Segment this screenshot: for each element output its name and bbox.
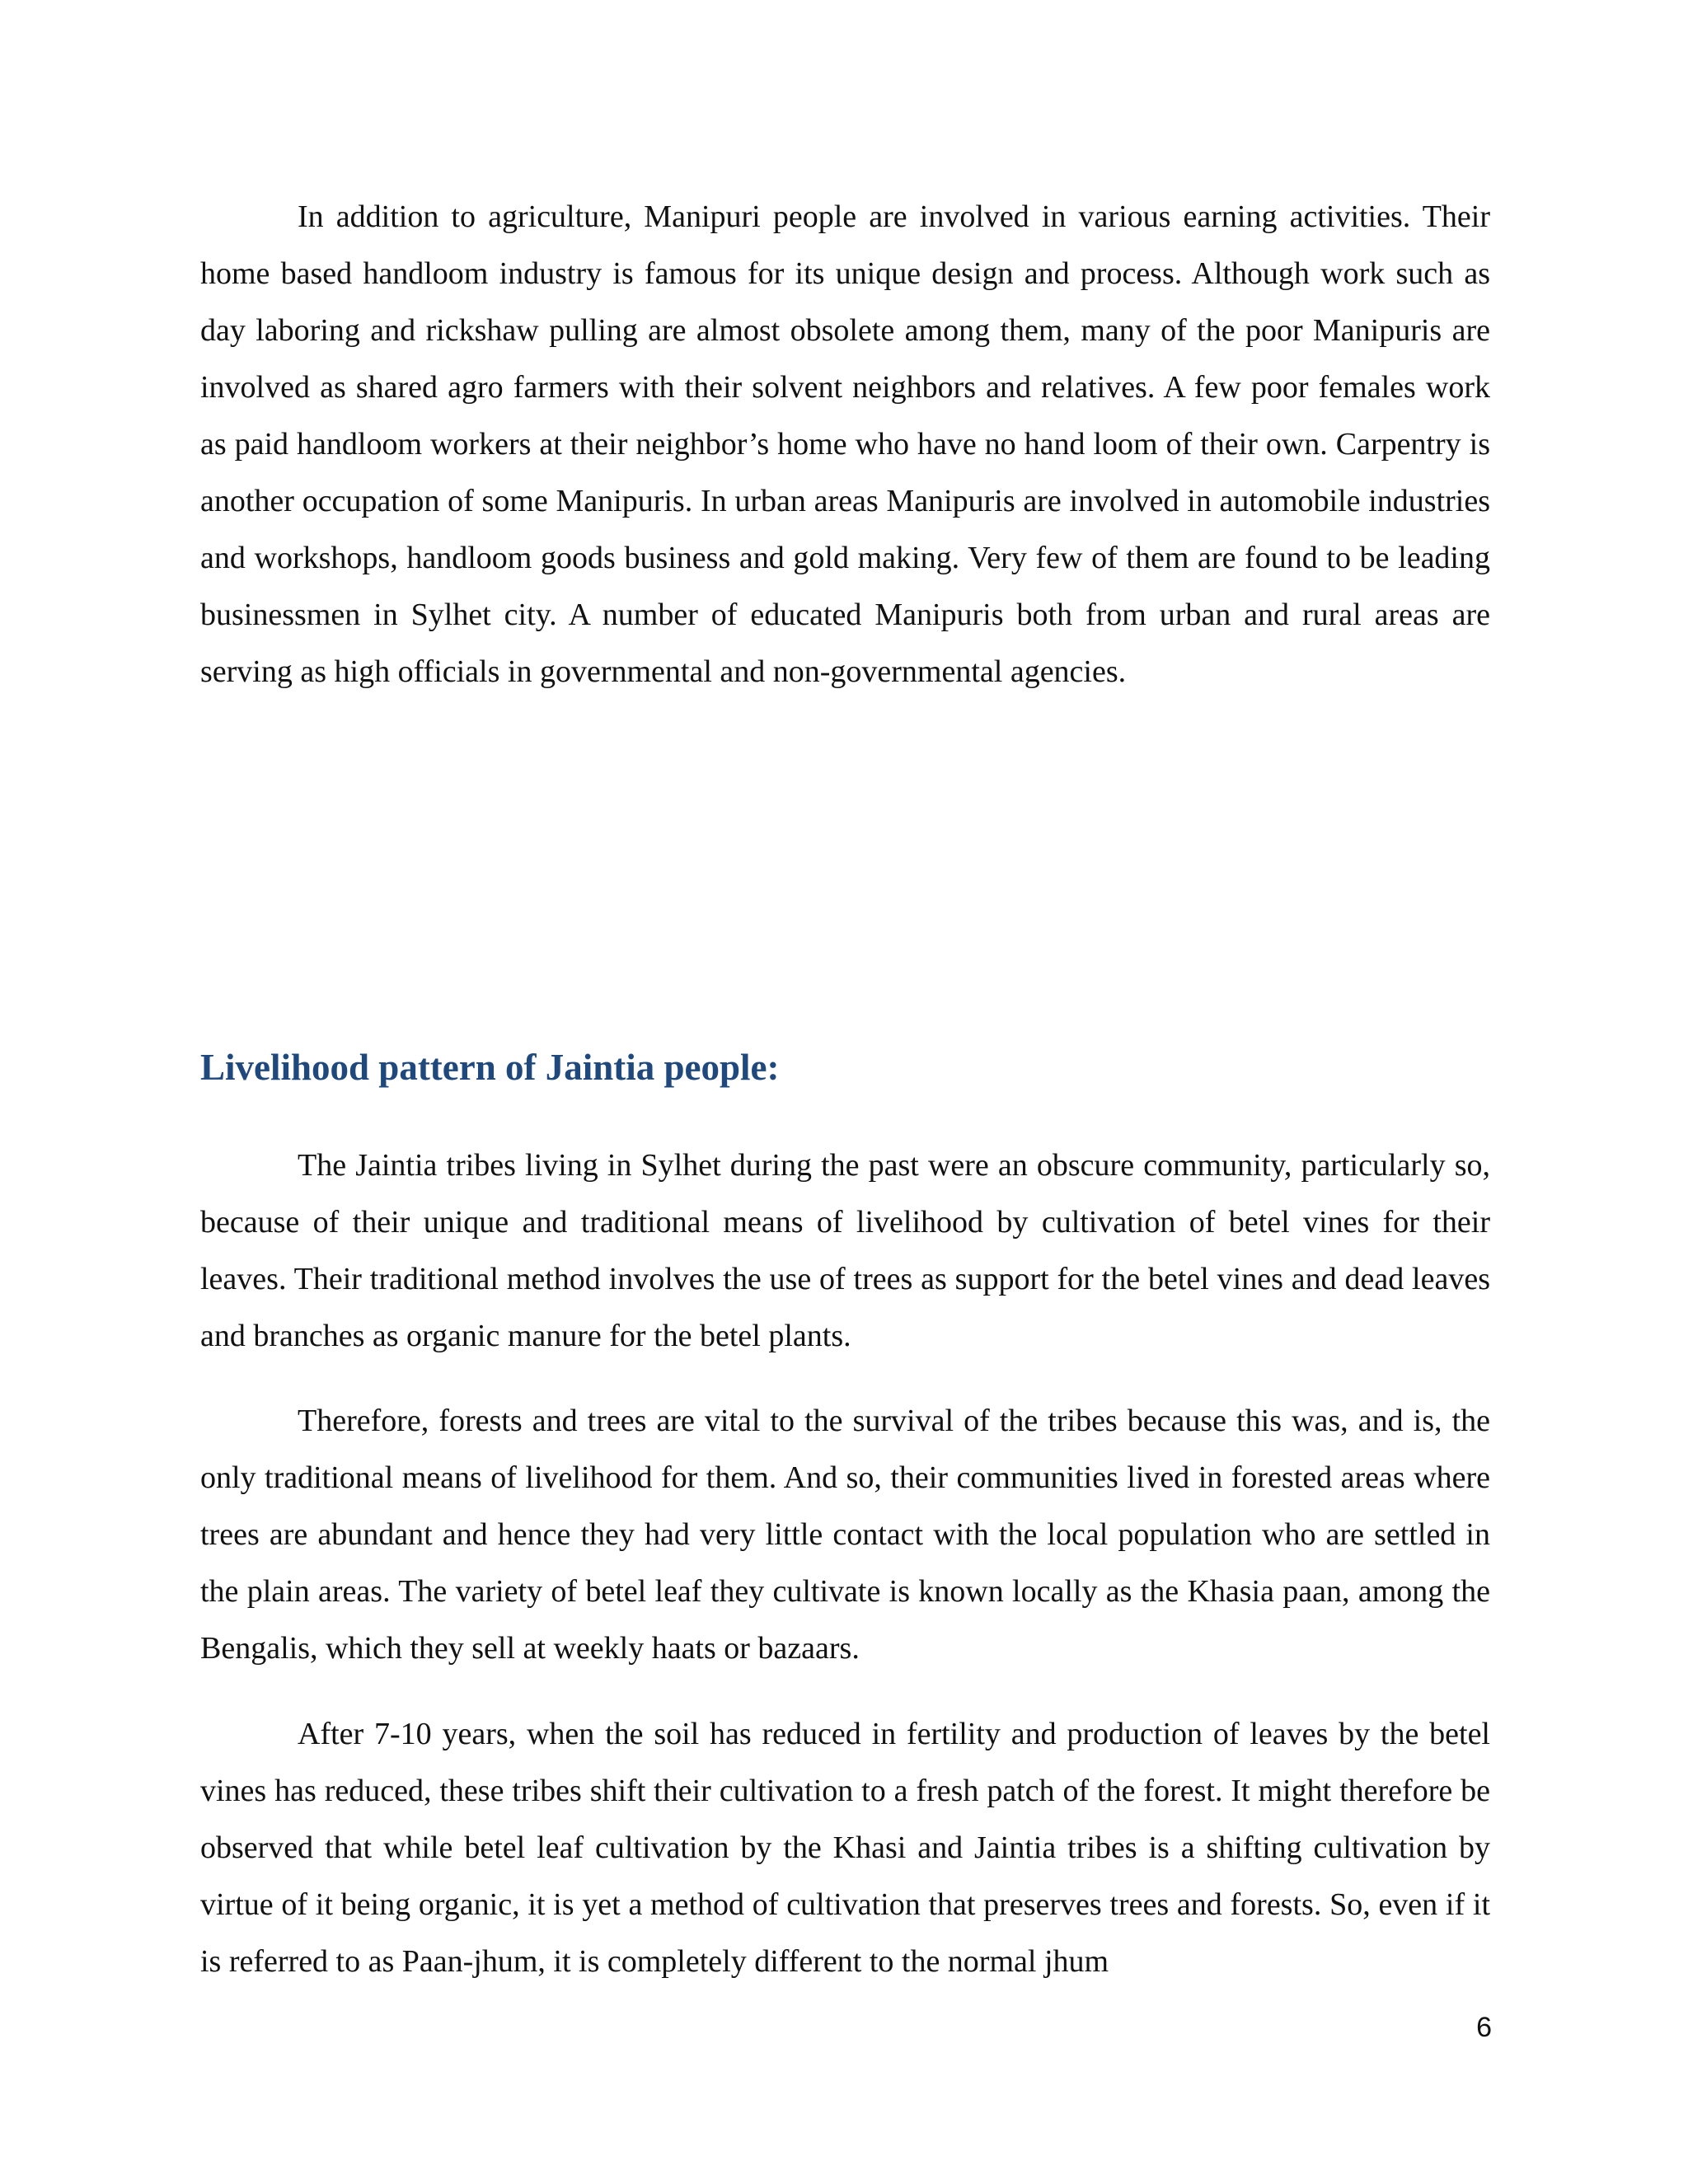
paragraph-manipuri-occupations: In addition to agriculture, Manipuri people are involved in various earning activities. Their home based handloom industry is famous for its unique design and process. Although work such as day laboring and rickshaw pulling are almost obsolete among them, many of the poor Manipuris are involved as shared agro farmers with their solvent neighbors and relatives. A few poor females work as paid handloom workers at their neighbor’s home who have no hand loom of their own. Carpentry is another occupation of some Manipuris. In urban areas Manipuris are involved in automobile industries and workshops, handloom goods business and gold making. Very few of them are found to be leading businessmen in Sylhet city. A number of educated Manipuris both from urban and rural areas are serving as high officials in governmental and non-governmental agencies.	[200, 199, 1490, 689]
section-heading: Livelihood pattern of Jaintia people:	[200, 1047, 780, 1088]
page-number: 6	[1476, 2012, 1492, 2043]
paragraph-jaintia-intro: The Jaintia tribes living in Sylhet during the past were an obscure community, particularly so, because of their unique and traditional means of livelihood by cultivation of betel vines for their leaves. Their traditional method involves the use of trees as support for the betel vines and dead leaves and branches as organic manure for the betel plants.	[200, 1148, 1490, 1353]
paragraph-shifting-cultivation: After 7-10 years, when the soil has reduced in fertility and production of leaves by the betel vines has reduced, these tribes shift their cultivation to a fresh patch of the forest. It might therefore be observed that while betel leaf cultivation by the Khasi and Jaintia tribes is a shifting cultivation by virtue of it being organic, it is yet a method of cultivation that preserves trees and forests. So, even if it is referred to as Paan-jhum, it is completely different to the normal jhum	[200, 1717, 1490, 1979]
paragraph-forests-livelihood: Therefore, forests and trees are vital to the survival of the tribes because this was, and is, the only traditional means of livelihood for them. And so, their communities lived in forested areas where trees are abundant and hence they had very little contact with the local population who are settled in the plain areas. The variety of betel leaf they cultivate is known locally as the Khasia paan, among the Bengalis, which they sell at weekly haats or bazaars.	[200, 1404, 1490, 1666]
